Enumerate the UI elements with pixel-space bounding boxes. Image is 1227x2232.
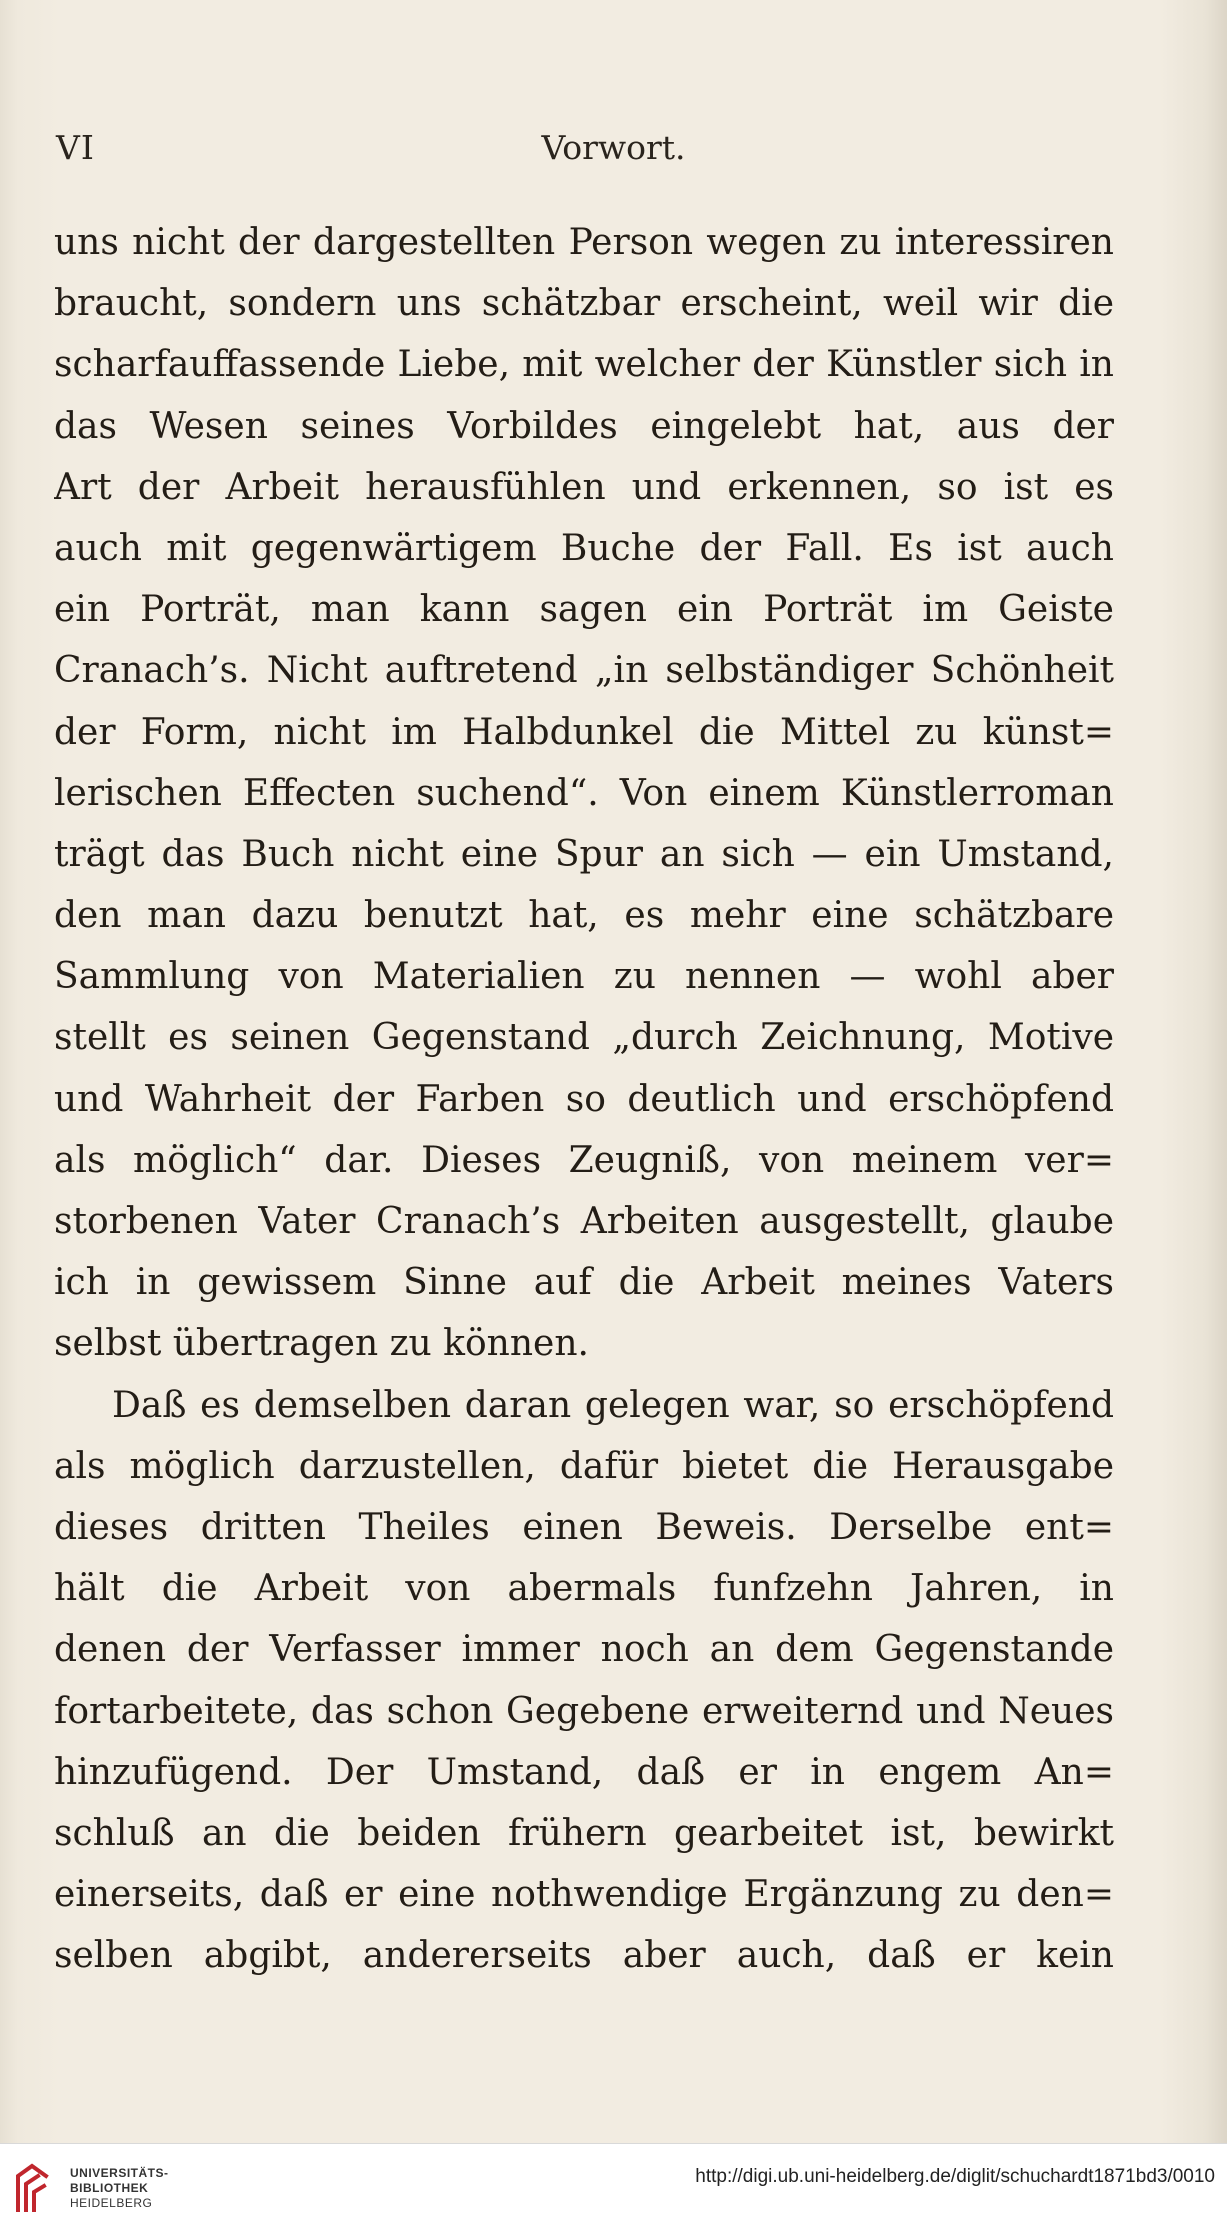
text-line: fortarbeitete, das schon Gegebene erweiternd und Neues (54, 1690, 1114, 1732)
text-line-paragraph-start: Daß es demselben daran gelegen war, so erschöpfend (112, 1384, 1114, 1426)
text-line: lerischen Effecten suchend“. Von einem Künstlerroman (54, 772, 1114, 814)
body-text (54, 212, 1114, 1986)
text-line: schluß an die beiden frühern gearbeitet ist, bewirkt (54, 1812, 1114, 1854)
text-line: der Form, nicht im Halbdunkel die Mittel zu künst= (54, 711, 1114, 753)
text-line: ich in gewissem Sinne auf die Arbeit meines Vaters (54, 1262, 1114, 1304)
text-line: selben abgibt, andererseits aber auch, daß er kein (54, 1935, 1114, 1977)
text-line: hinzufügend. Der Umstand, daß er in engem An= (54, 1751, 1114, 1793)
running-title: Vorwort. (541, 128, 686, 167)
library-name-line: BIBLIOTHEK (70, 2181, 149, 2195)
library-name (70, 2166, 169, 2211)
text-line: als möglich“ dar. Dieses Zeugniß, von meinem ver= (54, 1139, 1114, 1181)
text-line: storbenen Vater Cranach’s Arbeiten ausgestellt, glaube (54, 1201, 1114, 1242)
text-line: trägt das Buch nicht eine Spur an sich — ein Umstand, (54, 833, 1114, 875)
text-line-paragraph-end: selbst übertragen zu können. (54, 1323, 589, 1365)
text-line: dieses dritten Theiles einen Beweis. Derselbe ent= (54, 1506, 1114, 1548)
text-line: Cranach’s. Nicht auftretend „in selbständiger Schönheit (54, 650, 1114, 692)
text-line: auch mit gegenwärtigem Buche der Fall. Es ist auch (54, 527, 1114, 569)
digitization-footer (0, 2143, 1227, 2232)
text-line: Sammlung von Materialien zu nennen — wohl aber (54, 956, 1114, 998)
text-line: stellt es seinen Gegenstand „durch Zeichnung, Motive (54, 1017, 1114, 1059)
text-line: und Wahrheit der Farben so deutlich und erschöpfend (54, 1078, 1114, 1120)
text-line: das Wesen seines Vorbildes eingelebt hat, aus der (54, 405, 1114, 447)
text-line: ein Porträt, man kann sagen ein Porträt im Geiste (54, 589, 1114, 631)
text-line: den man dazu benutzt hat, es mehr eine schätzbare (54, 895, 1114, 937)
text-line: als möglich darzustellen, dafür bietet die Herausgabe (54, 1445, 1114, 1487)
text-line: einerseits, daß er eine nothwendige Ergänzung zu den= (54, 1874, 1114, 1916)
text-line: hält die Arbeit von abermals funfzehn Jahren, in (54, 1568, 1114, 1610)
library-name-line: UNIVERSITÄTS- (70, 2166, 169, 2180)
text-line: scharfauffassende Liebe, mit welcher der Künstler sich in (54, 344, 1114, 386)
text-line: uns nicht der dargestellten Person wegen zu interessiren (54, 222, 1114, 263)
library-logo-icon (12, 2162, 52, 2214)
text-line: braucht, sondern uns schätzbar erscheint, weil wir die (54, 283, 1114, 325)
source-url-link[interactable]: http://digi.ub.uni-heidelberg.de/diglit/schuchardt1871bd3/0010 (695, 2166, 1215, 2187)
page-number: VI (56, 128, 95, 167)
text-line: Art der Arbeit herausfühlen und erkennen, so ist es (54, 466, 1114, 508)
library-name-line: HEIDELBERG (70, 2196, 153, 2210)
page-header (0, 128, 1227, 178)
text-line: denen der Verfasser immer noch an dem Gegenstande (54, 1629, 1114, 1671)
